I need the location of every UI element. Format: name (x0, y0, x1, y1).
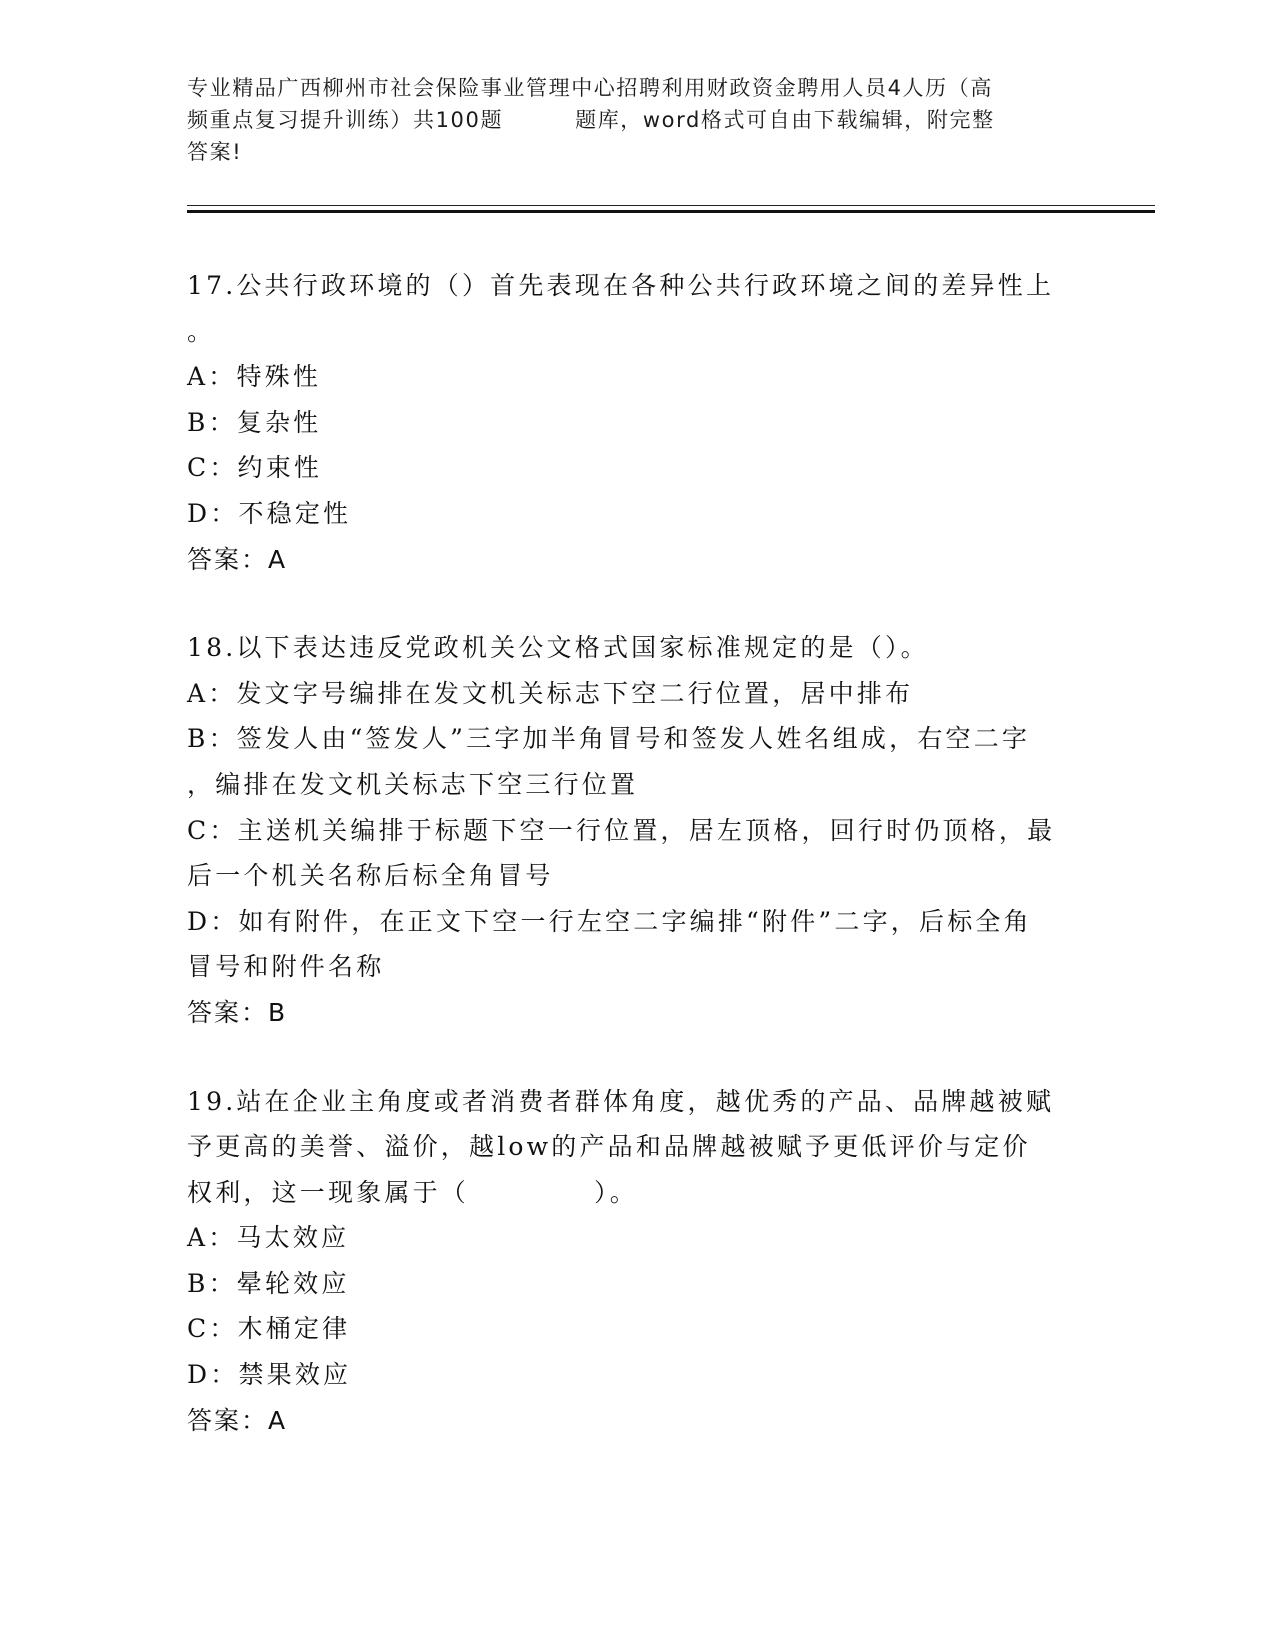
question-19-answer: 答案：A (187, 1405, 288, 1435)
question-19-text-line-3a: 权利，这一现象属于（ (187, 1177, 470, 1207)
question-17-text-line-2: 。 (187, 316, 216, 346)
question-19 (187, 1079, 1087, 1444)
question-18-option-c-line-1: C：主送机关编排于标题下空一行位置，居左顶格，回行时仍顶格，最 (187, 815, 1056, 845)
question-19-option-d: D：禁果效应 (187, 1360, 352, 1390)
header-line-2a: 频重点复习提升训练）共100题 (187, 108, 504, 132)
question-19-option-b: B：晕轮效应 (187, 1268, 350, 1298)
question-17-option-c: C：约束性 (187, 453, 323, 483)
header-line-2 (187, 104, 1087, 136)
question-19-text-line-3b: ）。 (594, 1177, 638, 1207)
header-divider-thin (187, 205, 1155, 206)
question-19-text-line-1: 19.站在企业主角度或者消费者群体角度，越优秀的产品、品牌越被赋 (187, 1086, 1055, 1116)
question-19-option-a: A：马太效应 (187, 1223, 350, 1253)
question-18-option-b-line-2: ，编排在发文机关标志下空三行位置 (187, 769, 639, 799)
question-17 (187, 263, 1087, 582)
question-17-option-d: D：不稳定性 (187, 498, 352, 528)
question-18-option-a: A：发文字号编排在发文机关标志下空二行位置，居中排布 (187, 678, 914, 708)
question-18-option-d-line-1: D：如有附件，在正文下空一行左空二字编排“附件”二字，后标全角 (187, 906, 1032, 936)
question-18-option-b-line-1: B：签发人由“签发人”三字加半角冒号和签发人姓名组成，右空二字 (187, 724, 1031, 754)
question-19-text-line-2: 予更高的美誉、溢价，越low的产品和品牌越被赋予更低评价与定价 (187, 1132, 1031, 1162)
question-17-option-b: B：复杂性 (187, 407, 322, 437)
question-18-option-c-line-2: 后一个机关名称后标全角冒号 (187, 861, 554, 891)
question-17-answer: 答案：A (187, 544, 288, 574)
question-list (187, 263, 1087, 1443)
question-19-text-line-3 (187, 1170, 1087, 1216)
question-18-answer: 答案：B (187, 997, 288, 1027)
question-18-text-line-1: 18.以下表达违反党政机关公文格式国家标准规定的是（）。 (187, 633, 929, 663)
question-17-text-line-1: 17.公共行政环境的（）首先表现在各种公共行政环境之间的差异性上 (187, 271, 1055, 300)
header-divider-thick (187, 210, 1155, 213)
header-line-1: 专业精品广西柳州市社会保险事业管理中心招聘利用财政资金聘用人员4人历（高 (187, 76, 993, 100)
header-line-2b: 题库，word格式可自由下载编辑，附完整 (575, 108, 995, 132)
question-18 (187, 625, 1087, 1035)
question-17-option-a: A：特殊性 (187, 362, 322, 392)
question-19-option-c: C：木桶定律 (187, 1314, 351, 1344)
header-line-3: 答案! (187, 140, 243, 164)
document-header (187, 72, 1087, 168)
question-18-option-d-line-2: 冒号和附件名称 (187, 952, 385, 982)
